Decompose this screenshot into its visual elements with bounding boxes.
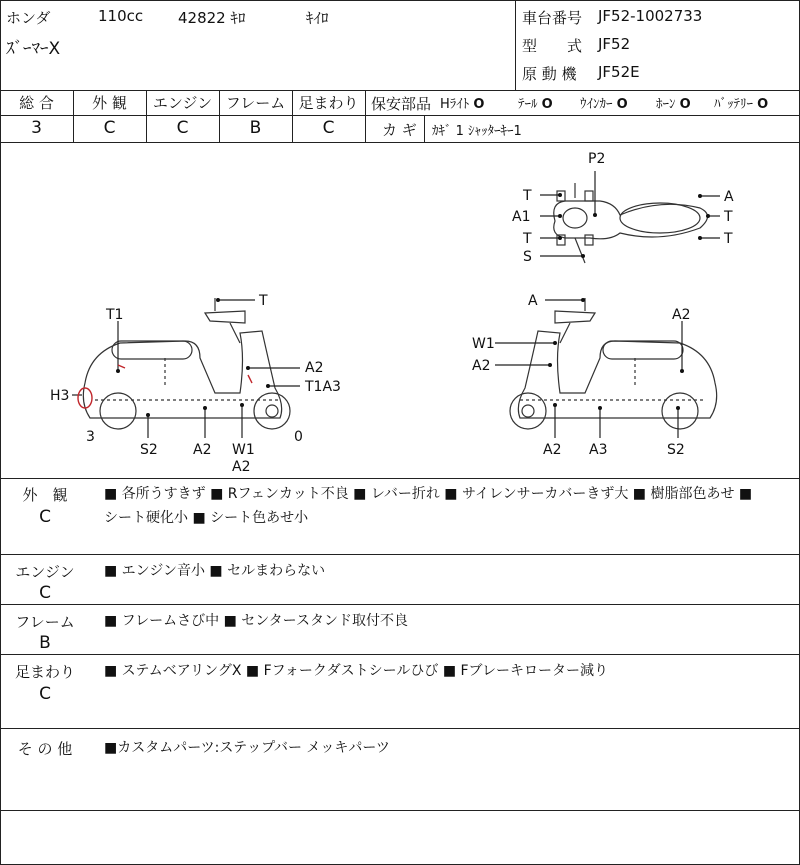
- section-label: 足まわり: [14, 663, 75, 681]
- top-view-scooter: [554, 183, 708, 263]
- label: 3: [86, 429, 95, 445]
- label: T: [259, 293, 268, 309]
- section-label: エンジン: [15, 563, 75, 581]
- label: A2: [232, 459, 251, 475]
- mileage: 42822 ｷﾛ: [178, 9, 246, 27]
- diagram-bottom-line: [0, 478, 800, 479]
- label: S2: [140, 442, 158, 458]
- maker: ホンダ: [6, 9, 51, 27]
- section-divider: [0, 810, 800, 811]
- section-divider: [0, 728, 800, 729]
- safety-item-headlight: [440, 93, 484, 112]
- section-defect-line: ■ ステムベアリングX ■ Fフォークダストシールひび ■ Fブレーキローター減り: [104, 663, 608, 679]
- safety-item-mark: O: [541, 97, 553, 112]
- section-defect-line: ■ フレームさび中 ■ センタースタンド取付不良: [104, 613, 408, 629]
- section-label: フレーム: [15, 613, 75, 631]
- section-grade: C: [39, 583, 51, 603]
- model-code-label: 型 式: [522, 37, 583, 55]
- label: T: [523, 188, 532, 204]
- safety-item-tail: [518, 93, 553, 112]
- safety-divider: [365, 115, 800, 116]
- section-divider: [0, 604, 800, 605]
- label: S: [523, 249, 532, 265]
- engine-code: JF52E: [598, 63, 640, 81]
- section-defect-line: ■カスタムパーツ:ステップバー メッキパーツ: [104, 740, 390, 756]
- grade-header-overall: 総 合: [19, 94, 54, 112]
- frame-number-label: 車台番号: [522, 9, 583, 27]
- label: A1: [512, 209, 531, 225]
- safety-item-mark: O: [616, 97, 628, 112]
- safety-item-label: ﾃｰﾙ: [518, 97, 538, 112]
- label: A2: [193, 442, 212, 458]
- section-grade: C: [39, 684, 51, 704]
- key-value: ｶｷﾞ 1 ｼｬｯﾀｰｷｰ1: [432, 124, 522, 139]
- safety-label: 保安部品: [371, 95, 432, 113]
- label: A2: [305, 360, 324, 376]
- header-divider: [515, 0, 516, 90]
- safety-item-horn: [656, 93, 691, 112]
- section-divider: [0, 654, 800, 655]
- section-defect-line: シート硬化小 ■ シート色あせ小: [104, 510, 309, 526]
- label: W1: [232, 442, 255, 458]
- frame-number: JF52-1002733: [598, 7, 703, 25]
- grade-col-divider: [365, 90, 366, 142]
- grade-value-frame: B: [249, 118, 262, 138]
- grade-header-frame: フレーム: [225, 94, 286, 112]
- label: T1A3: [305, 379, 341, 395]
- section-defect-line: ■ エンジン音小 ■ セルまわらない: [104, 563, 326, 579]
- damage-points: [116, 193, 710, 417]
- safety-item-label: ﾎｰﾝ: [656, 97, 676, 112]
- damage-diagram: [0, 143, 800, 478]
- label: A: [528, 293, 538, 309]
- grade-value-engine: C: [176, 118, 189, 138]
- safety-item-mark: O: [757, 97, 769, 112]
- label: T: [724, 209, 733, 225]
- section-grade: C: [39, 507, 51, 527]
- grade-header-exterior: 外 観: [92, 94, 127, 112]
- section-defect-line: ■ 各所うすきず ■ Rフェンカット不良 ■ レバー折れ ■ サイレンサーカバーきず大 ■ 樹脂部色あせ ■: [104, 486, 753, 502]
- safety-item-mark: O: [679, 97, 691, 112]
- safety-item-battery: [714, 93, 768, 112]
- label: A3: [589, 442, 608, 458]
- model-code: JF52: [598, 35, 631, 53]
- safety-item-label: Hﾗｲﾄ: [440, 97, 470, 112]
- grade-header-suspension: 足まわり: [298, 94, 359, 112]
- label: W1: [472, 336, 495, 352]
- safety-item-mark: O: [473, 97, 485, 112]
- right-view-labels: [472, 293, 690, 458]
- label: A2: [543, 442, 562, 458]
- label: P2: [588, 151, 606, 167]
- grade-value-exterior: C: [103, 118, 116, 138]
- label: A: [724, 189, 734, 205]
- left-view-labels: [50, 293, 341, 475]
- key-divider: [424, 115, 425, 142]
- safety-item-winker: [580, 93, 628, 112]
- label: T1: [106, 307, 124, 323]
- label: H3: [50, 388, 70, 404]
- section-grade: B: [39, 633, 51, 653]
- model-name: ｽﾞｰﾏｰX: [6, 39, 61, 59]
- engine-code-label: 原 動 機: [522, 65, 577, 83]
- grade-header-engine: エンジン: [152, 94, 213, 112]
- safety-item-label: ﾊﾞｯﾃﾘｰ: [714, 97, 753, 112]
- label: S2: [667, 442, 685, 458]
- section-label: そ の 他: [17, 740, 73, 758]
- section-divider: [0, 554, 800, 555]
- label: T: [523, 231, 532, 247]
- mileage-unit: ｷｲﾛ: [306, 9, 329, 27]
- grade-value-suspension: C: [322, 118, 335, 138]
- header-bottom-line: [0, 90, 800, 91]
- section-label: 外 観: [22, 486, 68, 504]
- grade-header-divider: [0, 115, 366, 116]
- key-label: カ ギ: [382, 121, 417, 139]
- label: A2: [672, 307, 691, 323]
- safety-item-label: ｳｲﾝｶｰ: [580, 97, 613, 112]
- label: A2: [472, 358, 491, 374]
- displacement: 110cc: [98, 7, 144, 25]
- grade-value-overall: 3: [31, 118, 42, 138]
- label: 0: [294, 429, 303, 445]
- leader-lines: [72, 171, 720, 438]
- label: T: [724, 231, 733, 247]
